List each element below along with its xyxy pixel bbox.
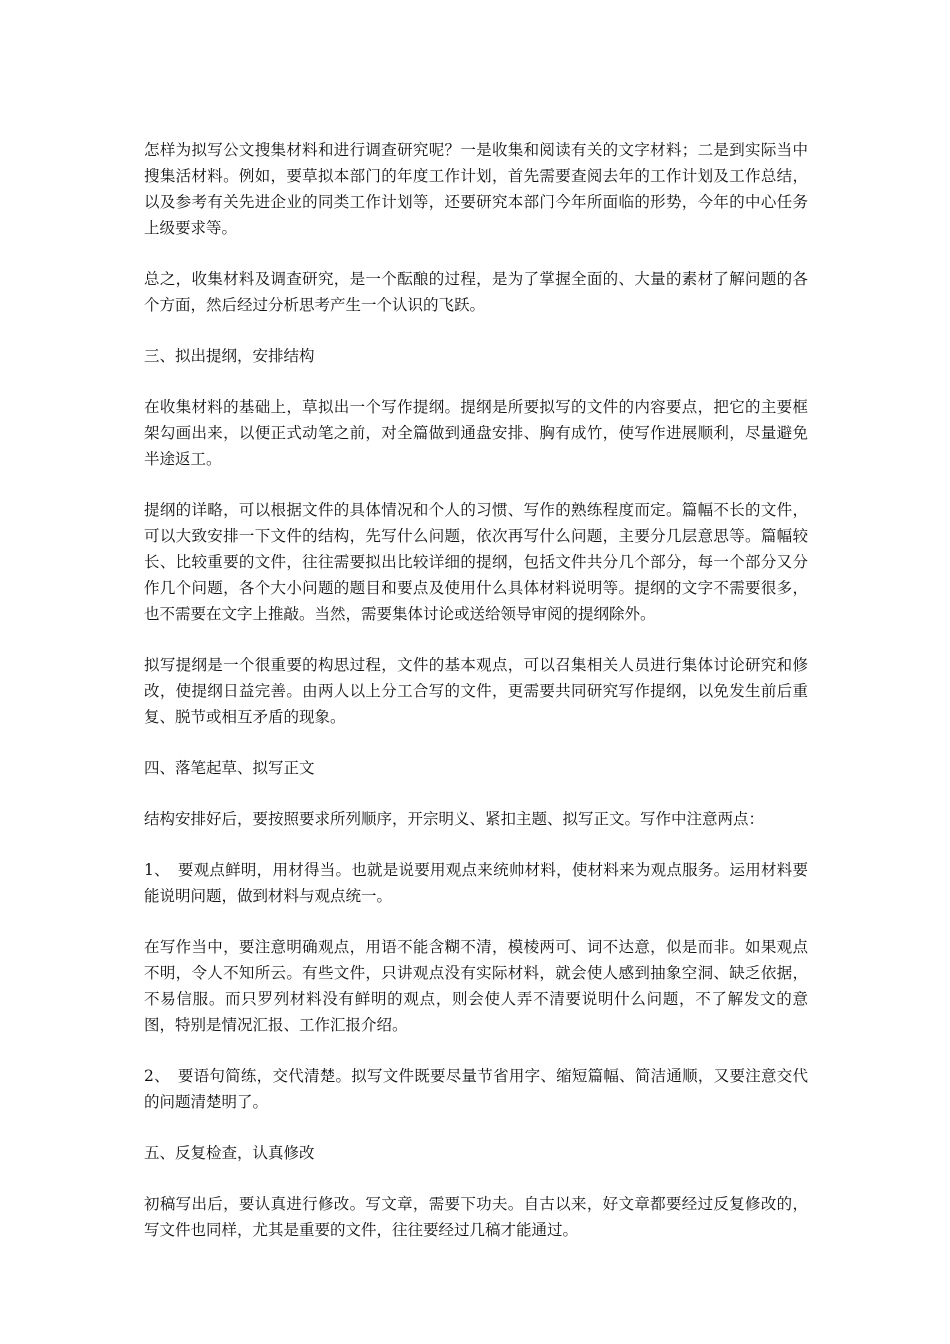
- paragraph-summary: 总之，收集材料及调查研究，是一个酝酿的过程，是为了掌握全面的、大量的素材了解问题的各个方面，然后经过分析思考产生一个认识的飞跃。: [144, 270, 808, 314]
- paragraph-drafting-intro: 结构安排好后，要按照要求所列顺序，开宗明义、紧扣主题、拟写正文。写作中注意两点：: [144, 810, 765, 828]
- paragraph-outline-detail: 提纲的详略，可以根据文件的具体情况和个人的习惯、写作的熟练程度而定。篇幅不长的文件，可以大致安排一下文件的结构，先写什么问题，依次再写什么问题，主要分几层意思等。篇幅较长、比较重要的文件，往往需要拟出比较详细的提纲，包括文件共分几个部分，每一个部分又分作几个问题，各个大小问题的题目和要点及使用什么具体材料说明等。提纲的文字不需要很多，也不需要在文字上推敲。当然，需要集体讨论或送给领导审阅的提纲除外。: [144, 501, 808, 623]
- paragraph-outline-process: 拟写提纲是一个很重要的构思过程，文件的基本观点，可以召集相关人员进行集体讨论研究和修改，使提纲日益完善。由两人以上分工合写的文件，更需要共同研究写作提纲，以免发生前后重复、脱节或相互矛盾的现象。: [144, 656, 808, 726]
- paragraph-revision: 初稿写出后，要认真进行修改。写文章，需要下功夫。自古以来，好文章都要经过反复修改的，写文件也同样，尤其是重要的文件，往往要经过几稿才能通过。: [144, 1195, 808, 1239]
- paragraph-point-one-detail: 在写作当中，要注意明确观点，用语不能含糊不清，模棱两可、词不达意，似是而非。如果观点不明，令人不知所云。有些文件，只讲观点没有实际材料，就会使人感到抽象空洞、缺乏依据，不易信服。而只罗列材料没有鲜明的观点，则会使人弄不清要说明什么问题，不了解发文的意图，特别是情况汇报、工作汇报介绍。: [144, 938, 808, 1034]
- paragraph-material-collection: 怎样为拟写公文搜集材料和进行调查研究呢？一是收集和阅读有关的文字材料；二是到实际当中搜集活材料。例如，要草拟本部门的年度工作计划，首先需要查阅去年的工作计划及工作总结，以及参考有关先进企业的同类工作计划等，还要研究本部门今年所面临的形势，今年的中心任务上级要求等。: [144, 141, 808, 237]
- paragraph-outline-intro: 在收集材料的基础上，草拟出一个写作提纲。提纲是所要拟写的文件的内容要点，把它的主要框架勾画出来，以便正式动笔之前，对全篇做到通盘安排、胸有成竹，使写作进展顺利，尽量避免半途返工。: [144, 398, 808, 468]
- section-heading-outline: 三、拟出提纲，安排结构: [144, 347, 315, 365]
- section-heading-revision: 五、反复检查，认真修改: [144, 1144, 315, 1162]
- paragraph-point-two: 2、 要语句简练，交代清楚。拟写文件既要尽量节省用字、缩短篇幅、简洁通顺，又要注意交代的问题清楚明了。: [144, 1067, 808, 1111]
- document-body: [144, 137, 808, 1268]
- section-heading-drafting: 四、落笔起草、拟写正文: [144, 759, 315, 777]
- paragraph-point-one: 1、 要观点鲜明，用材得当。也就是说要用观点来统帅材料，使材料来为观点服务。运用材料要能说明问题，做到材料与观点统一。: [144, 861, 808, 905]
